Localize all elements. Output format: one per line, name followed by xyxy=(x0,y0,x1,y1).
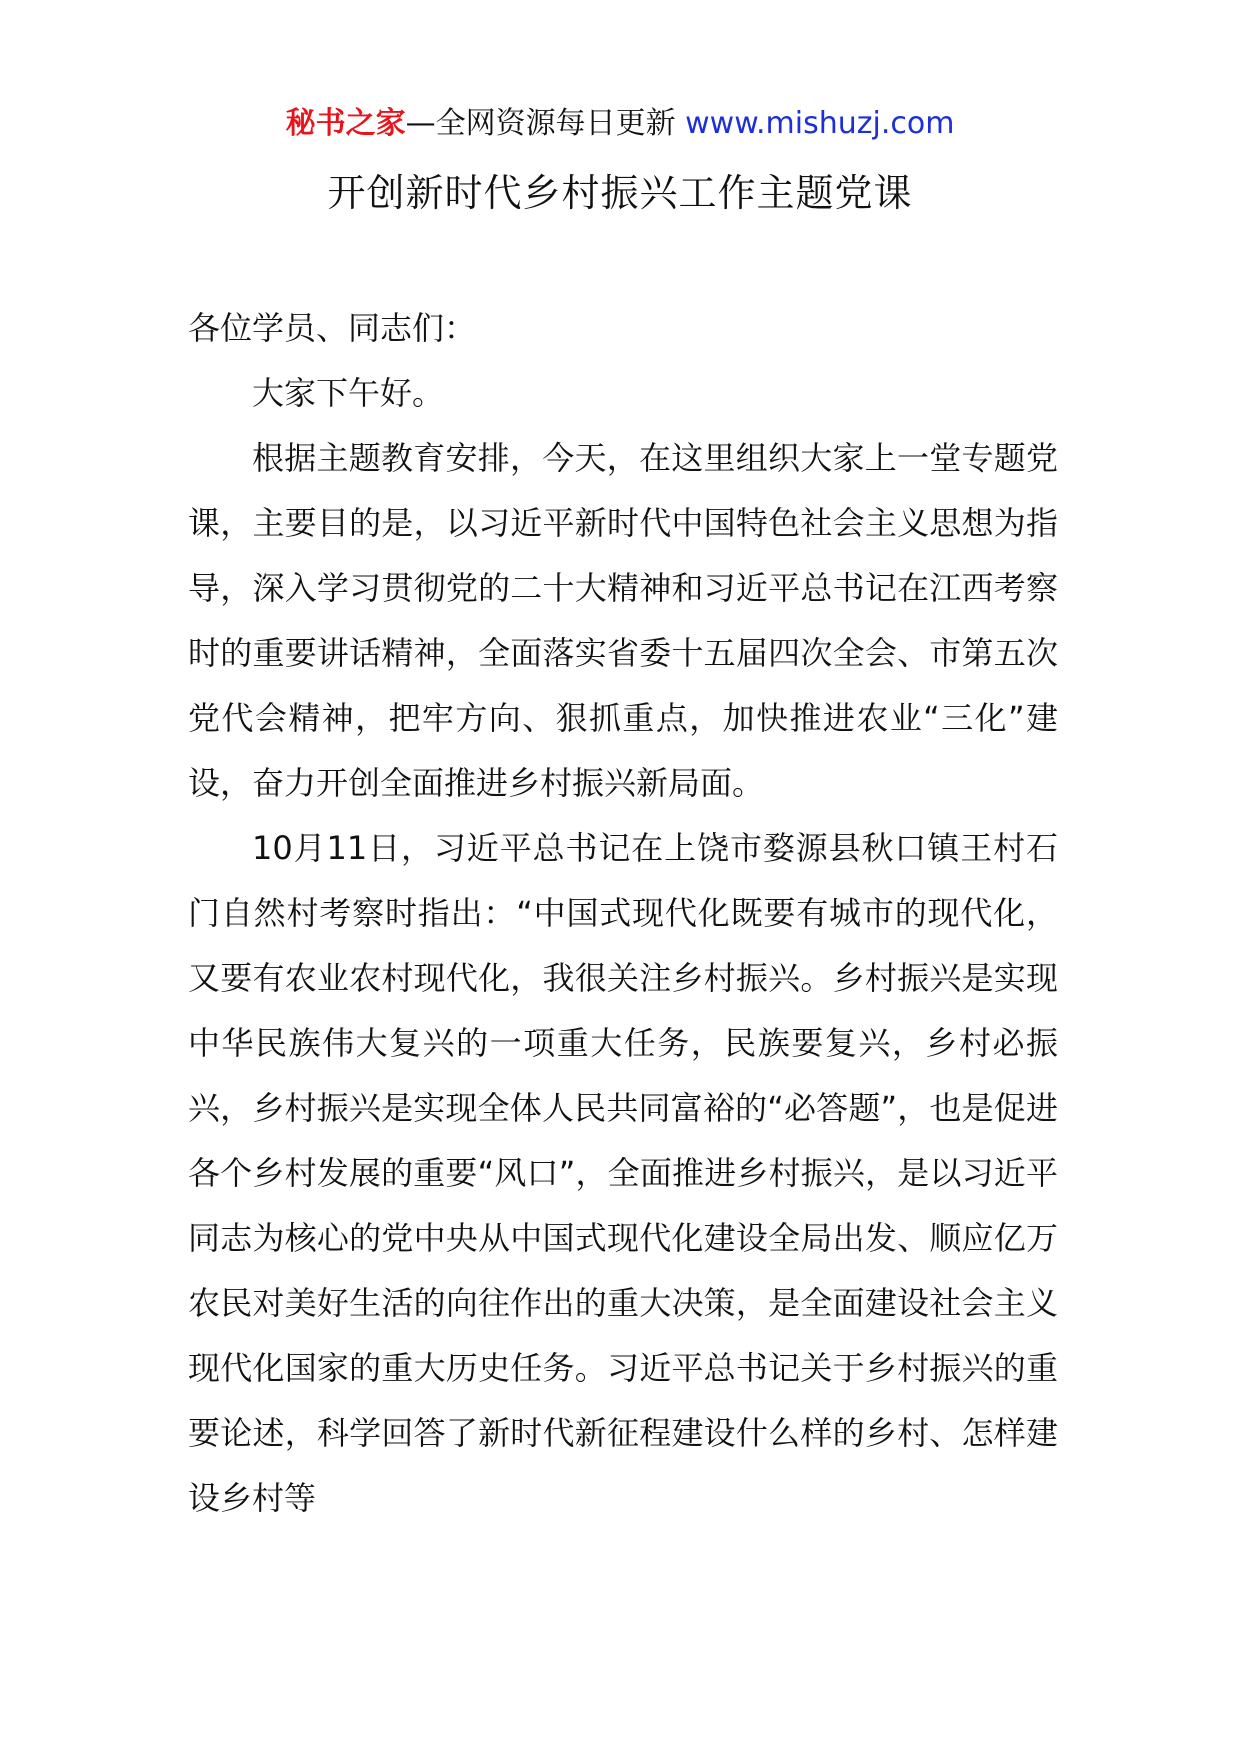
header-tagline: —全网资源每日更新 xyxy=(405,106,686,141)
paragraph-speech: 10月11日，习近平总书记在上饶市婺源县秋口镇王村石门自然村考察时指出：“中国式现代化既要有城市的现代化，又要有农业农村现代化，我很关注乡村振兴。乡村振兴是实现中华民族伟大复兴的一项重大任务，民族要复兴，乡村必振兴，乡村振兴是实现全体人民共同富裕的“必答题”，也是促进各个乡村发展的重要“风口”，全面推进乡村振兴，是以习近平同志为核心的党中央从中国式现代化建设全局出发、顺应亿万农民对美好生活的向往作出的重大决策，是全面建设社会主义现代化国家的重大历史任务。习近平总书记关于乡村振兴的重要论述，科学回答了新时代新征程建设什么样的乡村、怎样建设乡村等 xyxy=(188,829,1058,1517)
document-body xyxy=(188,296,1058,1531)
site-url-link[interactable]: www.mishuzj.com xyxy=(685,106,955,141)
salutation: 各位学员、同志们： xyxy=(188,309,477,347)
paragraph-greeting: 大家下午好。 xyxy=(252,374,445,412)
document-title: 开创新时代乡村振兴工作主题党课 xyxy=(327,171,913,215)
brand-name: 秘书之家 xyxy=(285,106,406,141)
site-header xyxy=(0,104,1240,144)
paragraph-purpose: 根据主题教育安排，今天，在这里组织大家上一堂专题党课，主要目的是，以习近平新时代中国特色社会主义思想为指导，深入学习贯彻党的二十大精神和习近平总书记在江西考察时的重要讲话精神，全面落实省委十五届四次全会、市第五次党代会精神，把牢方向、狠抓重点，加快推进农业“三化”建设，奋力开创全面推进乡村振兴新局面。 xyxy=(188,439,1058,802)
